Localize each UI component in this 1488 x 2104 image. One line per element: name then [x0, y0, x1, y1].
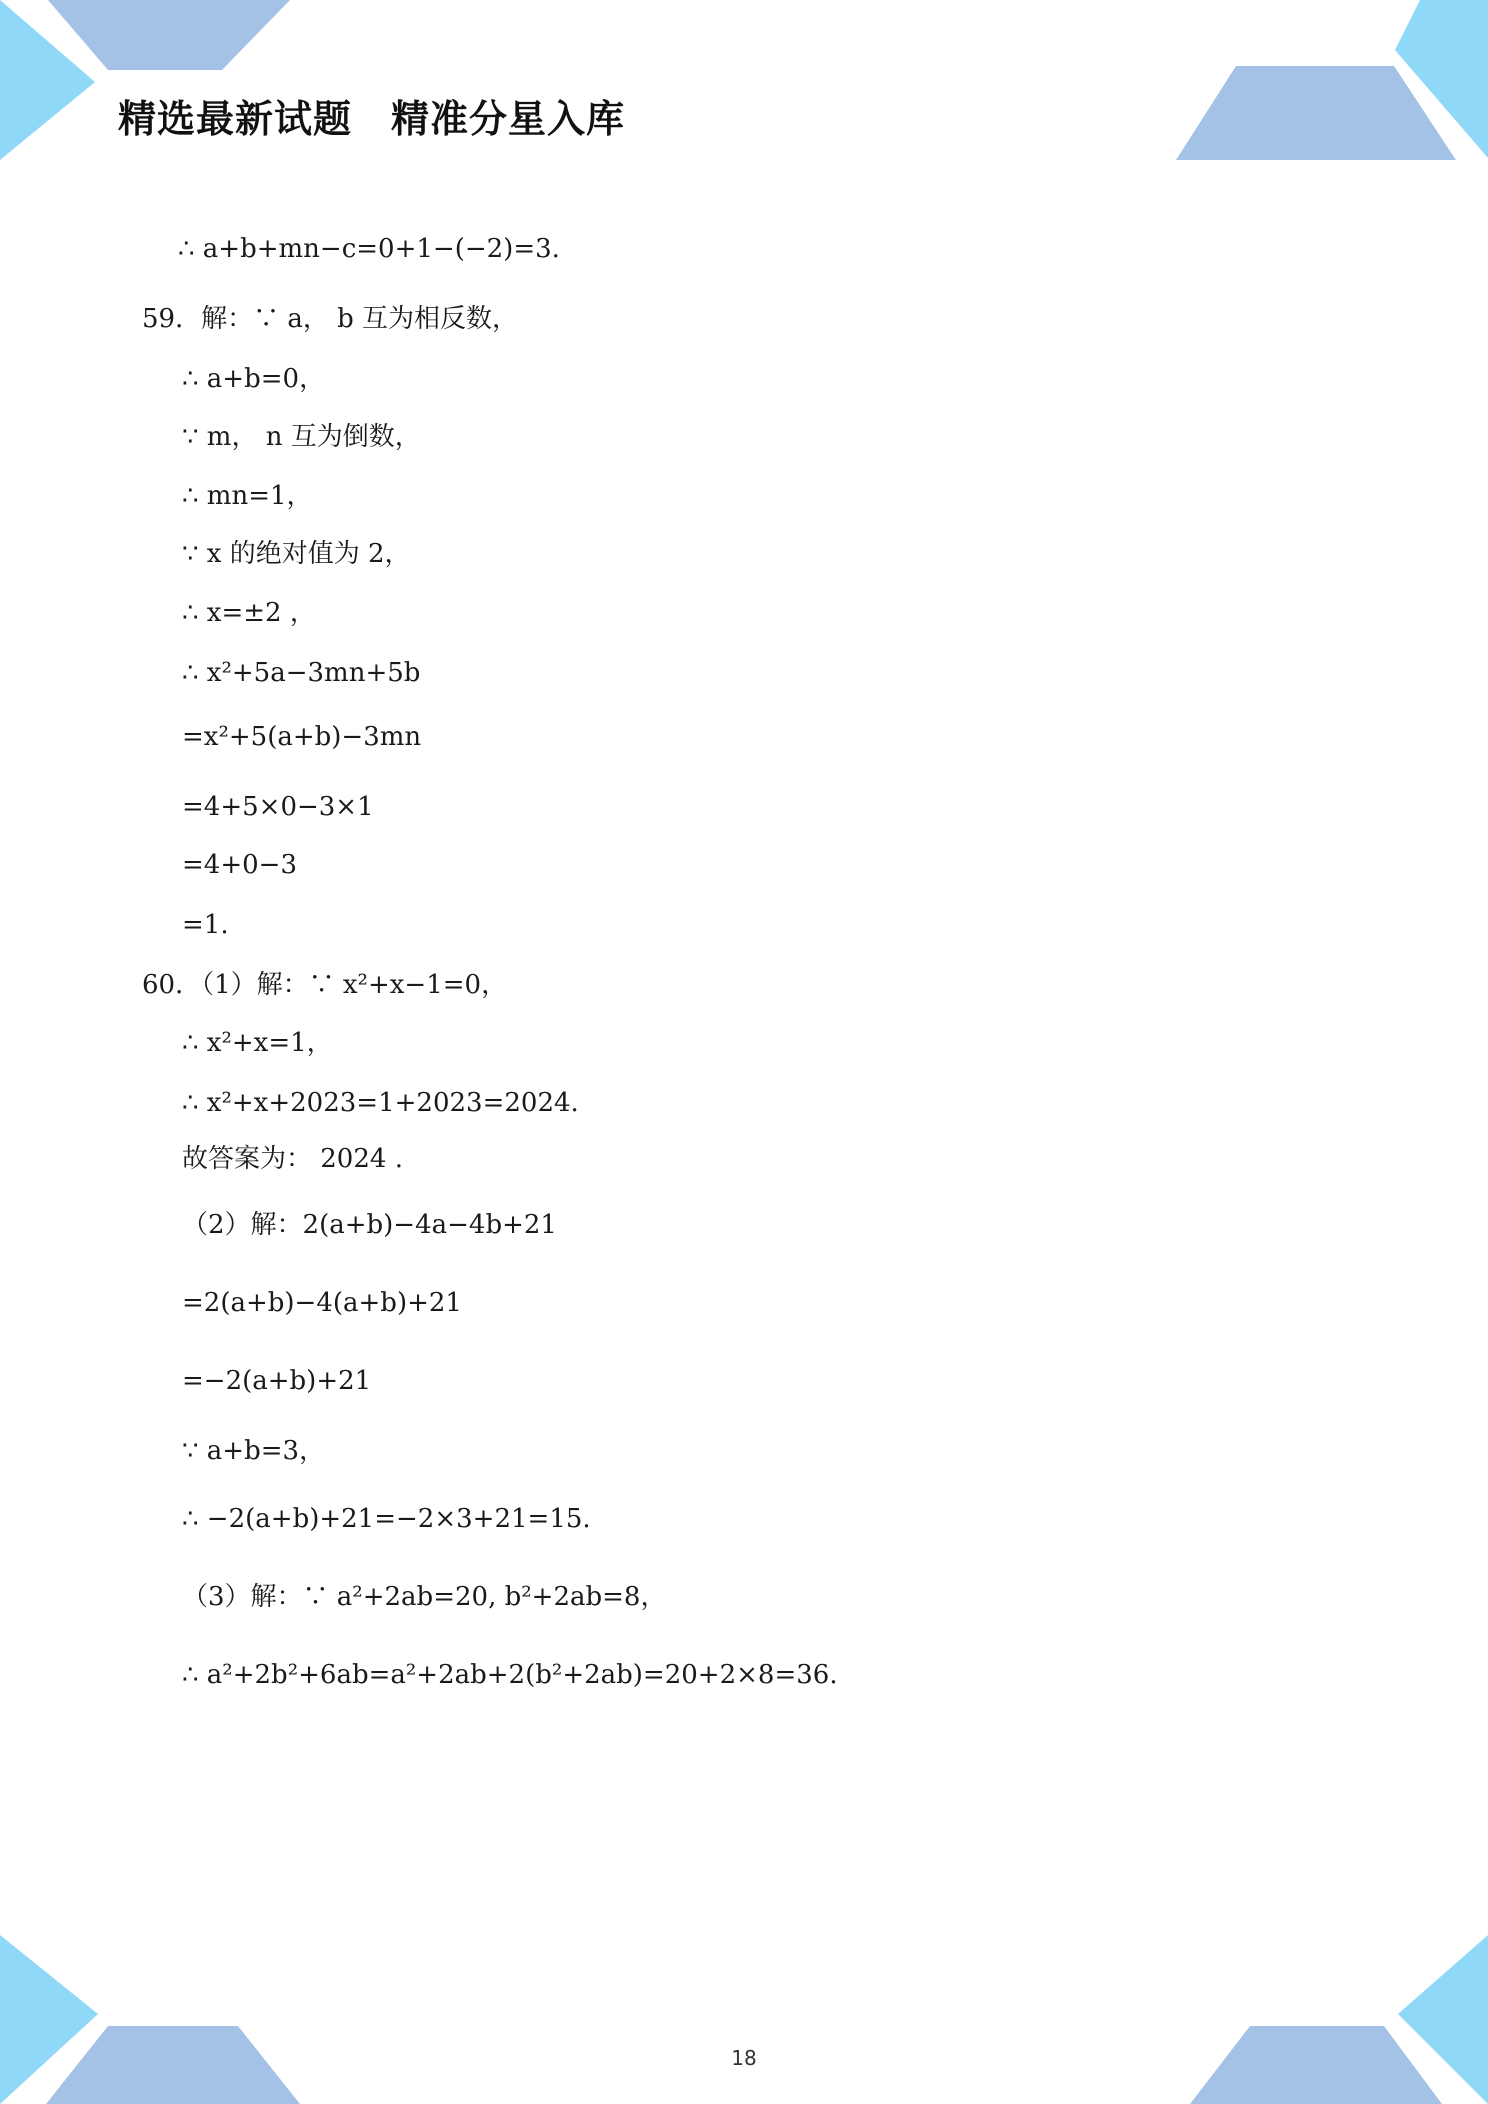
page-number: 18 — [731, 2046, 757, 2070]
solution-line: ∴ x=±2 ， — [182, 598, 316, 628]
solution-line: =−2(a+b)+21 — [182, 1366, 372, 1396]
header-title: 精选最新试题 精准分星入库 — [118, 97, 626, 141]
part-2-heading: （2）解：2(a+b)−4a−4b+21 — [182, 1210, 557, 1240]
solution-line: ∴ x²+x+2023=1+2023=2024. — [182, 1088, 579, 1118]
solution-line: ∵ m， n 互为倒数， — [182, 422, 421, 452]
solution-line: =x²+5(a+b)−3mn — [182, 722, 422, 752]
solution-line: =4+5×0−3×1 — [182, 792, 374, 822]
solution-line: ∵ a+b=3， — [182, 1436, 326, 1466]
corner-trapezoid-top-left — [48, 0, 290, 70]
problem-59-heading: 59．解：∵ a， b 互为相反数， — [142, 304, 519, 334]
problem-60-heading: 60．（1）解：∵ x²+x−1=0， — [142, 970, 508, 1000]
answer-line: 故答案为： 2024 . — [182, 1144, 403, 1174]
solution-line: ∴ a+b+mn−c=0+1−(−2)=3. — [178, 234, 560, 264]
solution-line: ∵ x 的绝对值为 2， — [182, 539, 411, 569]
solution-line: ∴ −2(a+b)+21=−2×3+21=15. — [182, 1504, 591, 1534]
solution-line: ∴ a+b=0， — [182, 364, 326, 394]
solution-line: =2(a+b)−4(a+b)+21 — [182, 1288, 462, 1318]
solution-line: =4+0−3 — [182, 850, 297, 880]
solution-line: =1. — [182, 910, 229, 940]
solution-line: ∴ a²+2b²+6ab=a²+2ab+2(b²+2ab)=20+2×8=36. — [182, 1660, 838, 1690]
solution-line: ∴ x²+x=1， — [182, 1028, 333, 1058]
part-3-heading: （3）解：∵ a²+2ab=20, b²+2ab=8， — [182, 1582, 667, 1612]
solution-line: ∴ x²+5a−3mn+5b — [182, 658, 421, 688]
solution-line: ∴ mn=1， — [182, 481, 313, 511]
corner-trapezoid-top-right — [1176, 66, 1456, 160]
